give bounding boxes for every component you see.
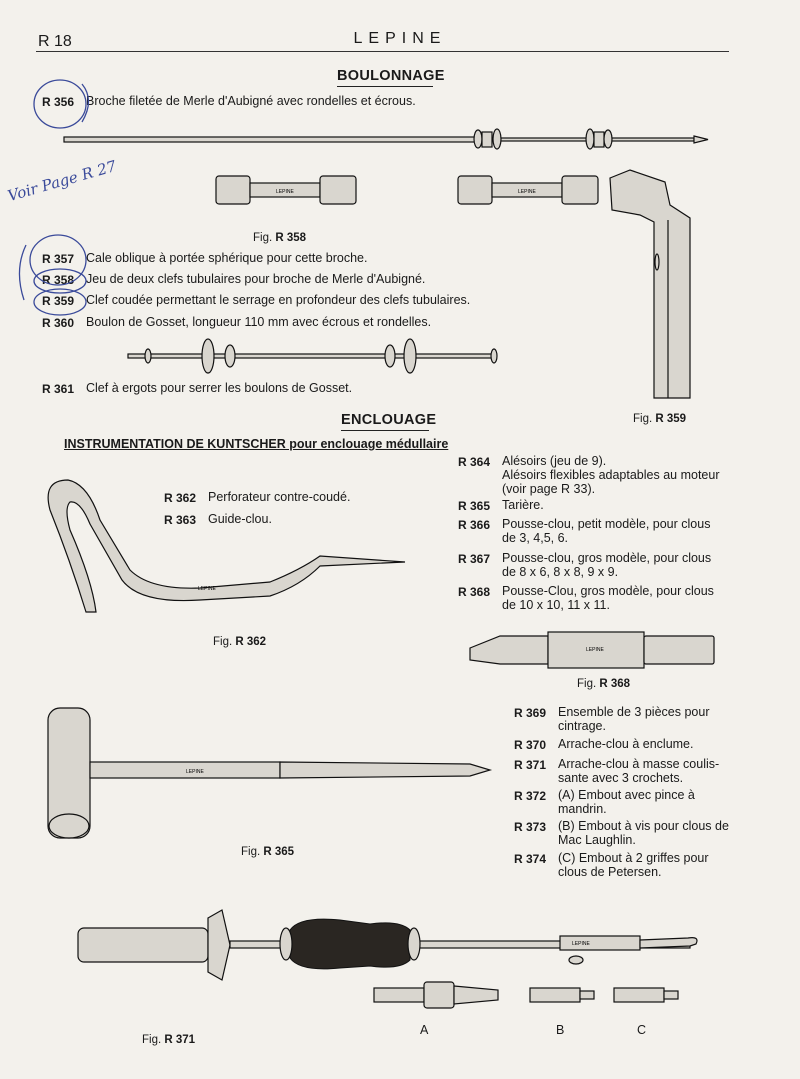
engraving-label: LEPINE <box>186 769 204 775</box>
caption-ref: R 371 <box>164 1034 196 1046</box>
engraving-label: LEPINE <box>586 647 604 653</box>
item-ref: R 362 <box>164 491 197 505</box>
item-line: (A) Embout avec pince à <box>558 788 695 802</box>
caption-ref: R 368 <box>599 678 631 690</box>
item-ref: R 356 <box>42 95 75 109</box>
caption-prefix: Fig. <box>577 678 597 690</box>
caption-prefix: Fig. <box>142 1034 162 1046</box>
handwritten-note: Voir Page R 27 <box>5 156 119 206</box>
tip-label-c: C <box>637 1023 647 1037</box>
item-line: Mac Laughlin. <box>558 833 636 847</box>
figure-caption-r371 <box>142 1034 195 1046</box>
caption-ref: R 365 <box>263 846 295 858</box>
item-ref: R 373 <box>514 820 547 834</box>
section-subtitle: INSTRUMENTATION DE KUNTSCHER pour enclouage médullaire <box>64 437 449 451</box>
item-ref: R 360 <box>42 316 75 330</box>
item-ref: R 374 <box>514 852 547 866</box>
caption-ref: R 359 <box>655 413 687 425</box>
item-line: (B) Embout à vis pour clous de <box>558 819 729 833</box>
section-title-enclouage: ENCLOUAGE <box>341 412 437 428</box>
item-text: Guide-clou. <box>208 512 272 526</box>
item-ref: R 365 <box>458 499 491 513</box>
page-title: LEPINE <box>353 30 447 47</box>
item-line: Tarière. <box>502 498 544 512</box>
item-line: de 8 x 6, 8 x 8, 9 x 9. <box>502 565 619 579</box>
item-text: Boulon de Gosset, longueur 110 mm avec écrous et rondelles. <box>86 315 432 329</box>
item-line: Arrache-clou à masse coulis- <box>558 757 720 771</box>
item-ref: R 358 <box>42 273 75 287</box>
caption-prefix: Fig. <box>213 636 233 648</box>
item-line: de 10 x 10, 11 x 11. <box>502 598 610 612</box>
item-line: Ensemble de 3 pièces pour <box>558 705 710 719</box>
caption-prefix: Fig. <box>241 846 261 858</box>
item-ref: R 368 <box>458 585 491 599</box>
item-ref: R 371 <box>514 758 547 772</box>
item-ref: R 361 <box>42 382 75 396</box>
engraving-label: LEPINE <box>276 189 294 195</box>
item-text: Jeu de deux clefs tubulaires pour broche de Merle d'Aubigné. <box>86 272 426 286</box>
item-line: sante avec 3 crochets. <box>558 771 684 785</box>
item-ref: R 369 <box>514 706 547 720</box>
item-text: Clef coudée permettant le serrage en profondeur des clefs tubulaires. <box>86 293 471 307</box>
caption-ref: R 358 <box>275 232 307 244</box>
item-ref: R 357 <box>42 252 75 266</box>
engraving-label: LEPINE <box>518 189 536 195</box>
item-line: Arrache-clou à enclume. <box>558 737 694 751</box>
item-ref: R 372 <box>514 789 547 803</box>
item-text: Cale oblique à portée sphérique pour cette broche. <box>86 251 368 265</box>
caption-prefix: Fig. <box>633 413 653 425</box>
caption-ref: R 362 <box>235 636 267 648</box>
item-text: Broche filetée de Merle d'Aubigné avec rondelles et écrous. <box>86 94 416 108</box>
item-line: cintrage. <box>558 719 606 733</box>
item-line: Pousse-Clou, gros modèle, pour clous <box>502 584 714 598</box>
engraving-label: LEPINE <box>572 941 590 947</box>
item-line: Alésoirs flexibles adaptables au moteur <box>502 468 720 482</box>
section-title-boulonnage: BOULONNAGE <box>337 68 445 84</box>
item-text: Clef à ergots pour serrer les boulons de Gosset. <box>86 381 353 395</box>
engraving-label: LEPINE <box>198 586 216 592</box>
item-line: (voir page R 33). <box>502 482 596 496</box>
item-ref: R 364 <box>458 455 491 469</box>
item-line: de 3, 4,5, 6. <box>502 531 569 545</box>
item-ref: R 370 <box>514 738 547 752</box>
item-line: clous de Petersen. <box>558 865 662 879</box>
item-line: Pousse-clou, gros modèle, pour clous <box>502 551 712 565</box>
caption-prefix: Fig. <box>253 232 273 244</box>
item-ref: R 366 <box>458 518 491 532</box>
item-line: (C) Embout à 2 griffes pour <box>558 851 709 865</box>
tip-label-a: A <box>420 1023 429 1037</box>
item-ref: R 367 <box>458 552 491 566</box>
item-ref: R 359 <box>42 294 75 308</box>
item-ref: R 363 <box>164 513 197 527</box>
page-number: R 18 <box>38 33 72 50</box>
item-text: Perforateur contre-coudé. <box>208 490 351 504</box>
item-line: mandrin. <box>558 802 607 816</box>
item-line: Alésoirs (jeu de 9). <box>502 454 607 468</box>
tip-label-b: B <box>556 1023 565 1037</box>
item-line: Pousse-clou, petit modèle, pour clous <box>502 517 711 531</box>
